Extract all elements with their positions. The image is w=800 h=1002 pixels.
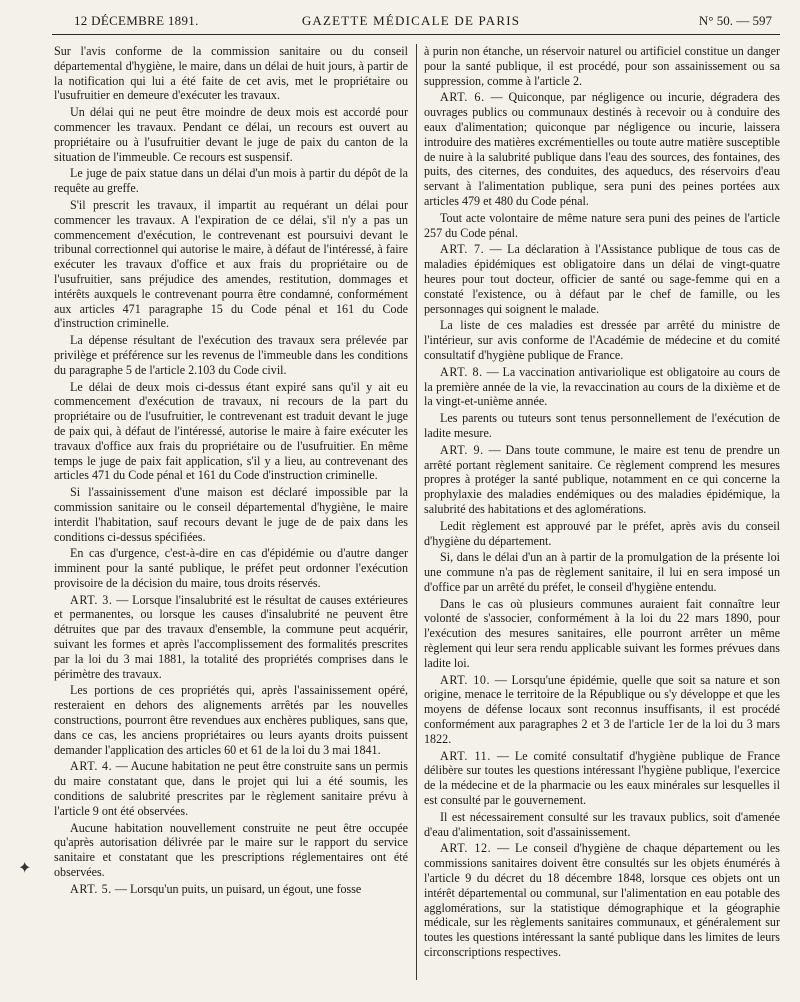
right-column: [424, 44, 780, 962]
article-paragraph: [424, 365, 780, 409]
paragraph: [424, 411, 780, 441]
article-paragraph: [54, 593, 408, 682]
paragraph: [54, 333, 408, 377]
journal-title: GAZETTE MÉDICALE DE PARIS: [301, 13, 521, 28]
paragraph: [54, 44, 408, 103]
paragraph-text: Le délai de deux mois ci-dessus étant expiré sans qu'il y ait eu commencement d'exécution de travaux, ni recours de la part du propriétaire ou de l'usufruitier, le contrevenant est traduit devant le juge de paix qui, à défaut de l'intéressé, autorise le maire à faire exécuter les travaux d'office aux frais du propriétaire ou de l'usufruitier. En même temps le juge de paix fait application, s'il y a lieu, au contrevenant des articles 471 du Code pénal et 161 du Code d'instruction criminelle.: [54, 379, 408, 483]
paragraph-text: à purin non étanche, un réservoir naturel ou artificiel constitue un danger pour la santé publique, il est procédé, pour son assainissement ou sa suppression, comme à l'article 2.: [424, 44, 780, 88]
paragraph-text: — La déclaration à l'Assistance publique de tous cas de maladies épidémiques est obligatoire dans un délai de vingt-quatre heures pour tout docteur, officier de santé ou sage-femme qui en a constaté l'existence, ou à défaut par le chef de famille, ou les personnages qui soignent le malade.: [424, 242, 781, 316]
paragraph: [424, 211, 780, 241]
paragraph-text: — Le conseil d'hygiène de chaque département ou les commissions sanitaires doivent être consultés sur les objets énumérés à l'article 9 du décret du 18 décembre 1848, lorsque ces objets ont un intérêt départemental ou communal, sur l'alimentation en eau potable des agglomérations, sur la statistique démographique et la géographie médicale, sur les règlements sanitaires communaux, et généralement sur toutes les questions intéressant la santé publique dans les limites de leurs circonscriptions respectives.: [424, 841, 780, 960]
paragraph-text: Les portions de ces propriétés qui, après l'assainissement opéré, resteraient en dehors des alignements arrêtés par les nouvelles constructions, pourront être revendues aux enchères publiques, sans que, dans ce cas, les anciens propriétaires ou leurs ayants droits puissent demander l'application des articles 60 et 61 de la loi du 3 mai 1841.: [54, 683, 408, 757]
article-paragraph: [424, 90, 780, 208]
paragraph: [54, 485, 408, 544]
paragraph-text: Les parents ou tuteurs sont tenus personnellement de l'exécution de ladite mesure.: [424, 411, 780, 440]
paragraph-text: Ledit règlement est approuvé par le préfet, après avis du conseil d'hygiène du département.: [424, 518, 780, 548]
article-label: ART. 6.: [440, 90, 485, 105]
paragraph: [54, 546, 408, 590]
header-rule: [52, 34, 780, 35]
paragraph-text: — Lorsqu'une épidémie, quelle que soit sa nature et son origine, menace le territoire de la République ou s'y développe et que les moyens de défense locaux sont reconnus insuffisants, il est procédé conformément aux paragraphes 2 et 3 de l'article 1er de la loi du 3 mars 1822.: [424, 672, 780, 746]
paragraph-text: Aucune habitation nouvellement construite ne peut être occupée qu'après autorisation délivrée par le maire sur le rapport du service sanitaire et constatant que les prescriptions réglementaires ont été observées.: [54, 820, 408, 880]
article-label: ART. 3.: [70, 592, 113, 607]
paragraph: [54, 821, 408, 880]
article-label: ART. 11.: [440, 748, 491, 763]
article-label: ART. 7.: [440, 242, 485, 257]
article-label: ART. 8.: [440, 364, 483, 379]
paragraph: [424, 597, 780, 671]
paragraph-text: — Le comité consultatif d'hygiène publique de France délibère sur toutes les questions intéressant l'hygiène publique, l'exercice de la médecine et de la pharmacie ou les eaux minérales sur lesquelles il est consulté par le gouvernement.: [424, 748, 781, 808]
paragraph-text: — Aucune habitation ne peut être construite sans un permis du maire constatant que, dans le projet qui lui a été soumis, les conditions de salubrité prescrites par le règlement sanitaire prévu à l'article 9 ont été observées.: [54, 759, 408, 818]
paragraph-text: La dépense résultant de l'exécution des travaux sera prélevée par privilège et préférence sur les revenus de l'immeuble dans les conditions du paragraphe 5 de l'article 2.103 du Code civil.: [54, 333, 408, 377]
paragraph: [54, 683, 408, 757]
article-label: ART. 9.: [440, 442, 484, 457]
paragraph: [54, 105, 408, 164]
left-column: [54, 44, 408, 899]
paragraph-text: S'il prescrit les travaux, il impartit au requérant un délai pour commencer les travaux. A l'expiration de ce délai, s'il n'y a pas un commencement d'exécution, le contrevenant est poursuivi devant le tribunal correctionnel qui autorise le maire, à défaut de l'intéressé, à faire exécuter les travaux d'office et aux frais du propriétaire ou de l'usufruitier, sans préjudice des amendes, restitution, dommages et intérêts auxquels le contrevenant pourra être condamné, conformément aux articles 471 paragraphe 15 du Code pénal et 161 du Code d'instruction criminelle.: [54, 197, 408, 331]
paragraph-text: — Quiconque, par négligence ou incurie, dégradera des ouvrages publics ou communaux destinés à recevoir ou à conduire des eaux d'alimentation; quiconque par négligence ou incurie, laissera introduire des matières excrémentielles ou toute autre matière susceptible de nuire à la salubrité publique dans l'eau des sources, des fontaines, des puits, des citernes, des conduites, des aqueducs, des réservoirs d'eau servant à l'alimentation publique, sera puni des peines portées aux articles 479 et 480 du Code pénal.: [424, 90, 781, 208]
ink-mark: ✦: [18, 860, 32, 877]
paragraph: [424, 550, 780, 594]
paragraph-text: La liste de ces maladies est dressée par arrêté du ministre de l'intérieur, sur avis conforme de l'Académie de médecine et du comité consultatif d'hygiène publique de France.: [424, 318, 780, 362]
paragraph: [424, 519, 780, 549]
article-label: ART. 10.: [440, 672, 491, 687]
issue-page-number: N° 50. — 597: [698, 13, 772, 28]
paragraph: [54, 166, 408, 196]
article-label: ART. 12.: [440, 841, 492, 856]
paragraph: [54, 380, 408, 484]
article-paragraph: [424, 749, 780, 808]
paragraph: [424, 810, 780, 840]
paragraph-text: — Lorsque l'insalubrité est le résultat de causes extérieures et permanentes, ou lorsque les causes d'insalubrité ne peuvent être détruites que par des travaux d'ensemble, la commune peut acquérir, suivant les formes et après l'accomplissement des formalités prescrites par la loi du 3 mai 1881, la totalité des propriétés comprises dans le périmètre des travaux.: [54, 592, 408, 681]
article-label: ART. 5.: [70, 881, 112, 896]
article-paragraph: [424, 841, 780, 959]
article-paragraph: [54, 882, 408, 897]
paragraph: [424, 318, 780, 362]
paragraph-text: Un délai qui ne peut être moindre de deux mois est accordé pour commencer les travaux. Pendant ce délai, un recours est ouvert au propriétaire ou à l'usufruitier devant le juge de paix du canton de la situation de l'immeuble. Ce recours est suspensif.: [54, 105, 408, 164]
page-header: [40, 10, 782, 34]
column-divider: [416, 44, 417, 980]
paragraph-text: Le juge de paix statue dans un délai d'un mois à partir du dépôt de la requête au greffe.: [54, 166, 408, 196]
paragraph-text: — La vaccination antivariolique est obligatoire au cours de la première année de la vie, la revaccination au cours de la dixième et de la vingt-et-unième année.: [424, 364, 780, 409]
paragraph-text: Si l'assainissement d'une maison est déclaré impossible par la commission sanitaire ou le conseil départemental d'hygiène, le maire interdit l'habitation, sauf recours devant le juge de de paix dans les conditions ci-dessus spécifiées.: [54, 485, 408, 544]
paragraph-text: Si, dans le délai d'un an à partir de la promulgation de la présente loi une commune n'a pas de règlement sanitaire, il lui en sera imposé un d'office par un arrêté du préfet, le conseil d'hygiène entendu.: [424, 550, 780, 594]
paragraph-text: Dans le cas où plusieurs communes auraient fait connaître leur volonté de s'associer, conformément à la loi du 22 mars 1890, pour l'exécution des mesures sanitaires, elle pourront arrêter un même règlement qui leur sera rendu applicable suivant les formes prévues dans ladite loi.: [424, 596, 780, 670]
article-paragraph: [54, 759, 408, 818]
issue-date: 12 DÉCEMBRE 1891.: [74, 13, 199, 28]
article-paragraph: [424, 242, 780, 316]
article-paragraph: [424, 673, 780, 747]
article-label: ART. 4.: [70, 759, 113, 774]
paragraph-text: — Lorsqu'un puits, un puisard, un égout, une fosse: [111, 881, 362, 896]
paragraph: [54, 198, 408, 331]
paragraph-text: — Dans toute commune, le maire est tenu de prendre un arrêté portant règlement sanitaire. Ce règlement comprend les mesures propres à protéger la santé publique, notamment en ce qui concerne la prophylaxie des maladies endémiques ou des maladies épidémique, la salubrité des habitations et des aglomérations.: [424, 442, 780, 516]
paragraph-text: Il est nécessairement consulté sur les travaux publics, soit d'amenée d'eau d'alimentation, soit d'assainissement.: [424, 809, 780, 839]
paragraph-text: En cas d'urgence, c'est-à-dire en cas d'épidémie ou d'autre danger imminent pour la santé publique, le préfet peut ordonner l'exécution provisoire de la décision du maire, tous droits réservés.: [54, 546, 408, 590]
paragraph-text: Tout acte volontaire de même nature sera puni des peines de l'article 257 du Code pénal.: [424, 210, 780, 240]
paragraph: [424, 44, 780, 88]
article-paragraph: [424, 443, 780, 517]
paragraph-text: Sur l'avis conforme de la commission sanitaire ou du conseil départemental d'hygiène, le maire, dans un délai de huit jours, à partir de la notification qui lui a été faite de cet avis, met le propriétaire ou l'usufruitier en demeure d'exécuter les travaux.: [54, 44, 408, 103]
